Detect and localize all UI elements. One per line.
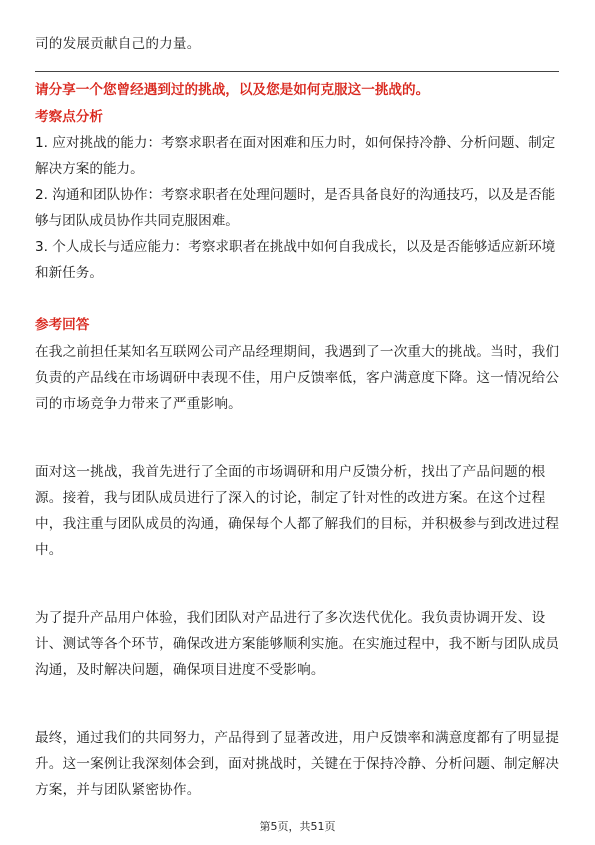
analysis-list bbox=[35, 130, 561, 286]
answer-heading: 参考回答 bbox=[35, 317, 90, 333]
analysis-item: 3. 个人成长与适应能力：考察求职者在挑战中如何自我成长，以及是否能够适应新环境和新任务。 bbox=[35, 239, 556, 281]
answer-paragraph: 在我之前担任某知名互联网公司产品经理期间，我遇到了一次重大的挑战。当时，我们负责的产品线在市场调研中表现不佳，用户反馈率低，客户满意度下降。这一情况给公司的市场竞争力带来了严重影响。 bbox=[35, 344, 560, 412]
answer-body bbox=[35, 339, 561, 845]
question-heading: 请分享一个您曾经遇到过的挑战，以及您是如何克服这一挑战的。 bbox=[35, 82, 430, 98]
divider-line bbox=[35, 71, 559, 72]
answer-paragraph: 最终，通过我们的共同努力，产品得到了显著改进，用户反馈率和满意度都有了明显提升。这一案例让我深刻体会到，面对挑战时，关键在于保持冷静、分析问题、制定解决方案，并与团队紧密协作。 bbox=[35, 730, 560, 798]
analysis-item: 1. 应对挑战的能力：考察求职者在面对困难和压力时，如何保持冷静、分析问题、制定解决方案的能力。 bbox=[35, 135, 556, 177]
answer-paragraph: 为了提升产品用户体验，我们团队对产品进行了多次迭代优化。我负责协调开发、设计、测试等各个环节，确保改进方案能够顺利实施。在实施过程中，我不断与团队成员沟通，及时解决问题，确保项目进度不受影响。 bbox=[35, 610, 560, 678]
analysis-item: 2. 沟通和团队协作：考察求职者在处理问题时，是否具备良好的沟通技巧，以及是否能够与团队成员协作共同克服困难。 bbox=[35, 187, 556, 229]
page-number: 第5页，共51页 bbox=[259, 820, 336, 833]
answer-paragraph: 面对这一挑战，我首先进行了全面的市场调研和用户反馈分析，找出了产品问题的根源。接着，我与团队成员进行了深入的讨论，制定了针对性的改进方案。在这个过程中，我注重与团队成员的沟通，确保每个人都了解我们的目标，并积极参与到改进过程中。 bbox=[35, 464, 560, 558]
analysis-heading: 考察点分析 bbox=[35, 109, 103, 125]
lead-text: 司的发展贡献自己的力量。 bbox=[35, 36, 201, 52]
